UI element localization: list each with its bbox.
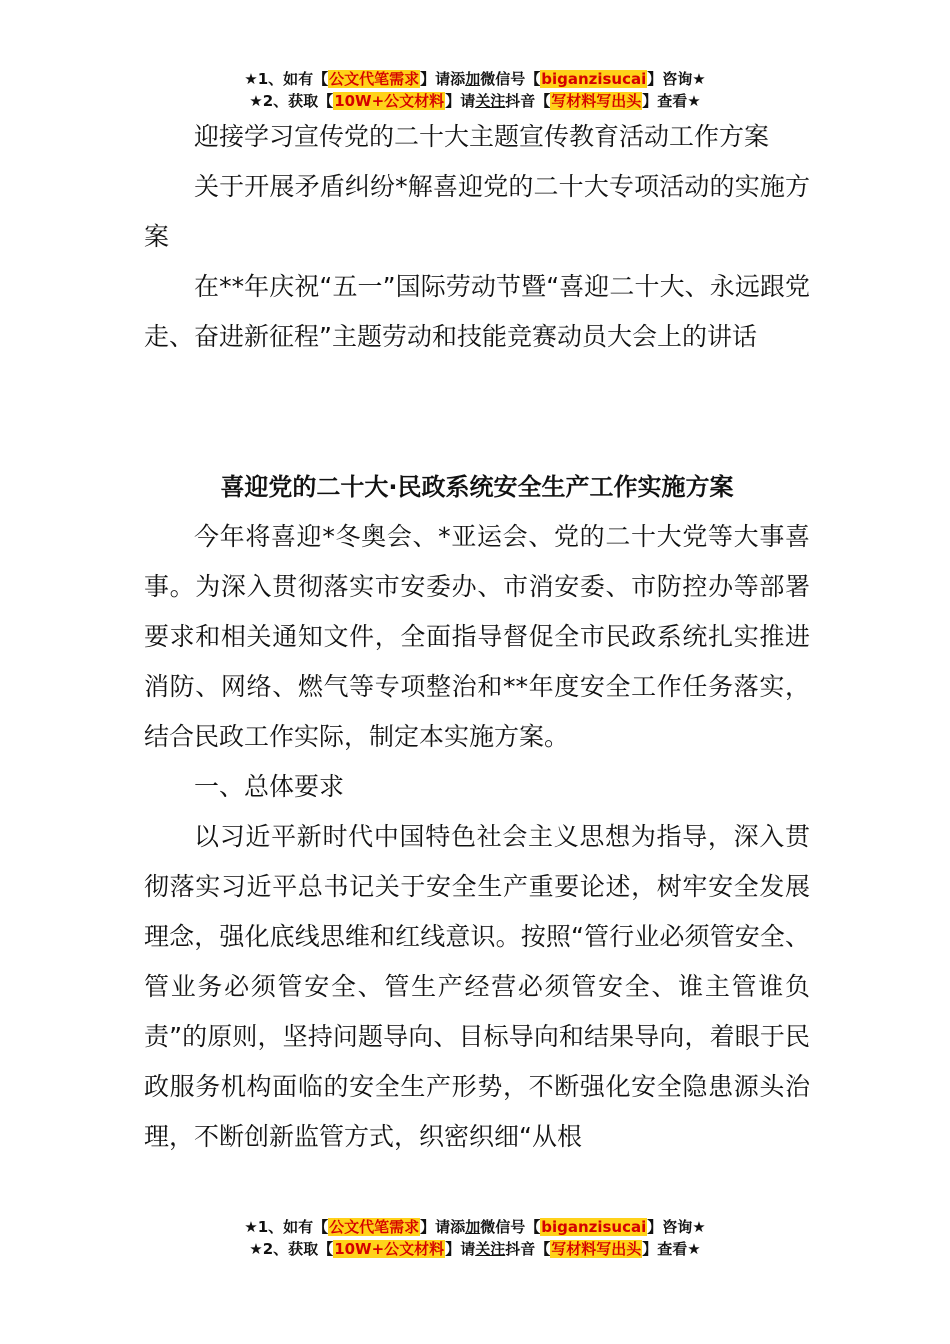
doc-title-2: 关于开展矛盾纠纷*解喜迎党的二十大专项活动的实施方案: [144, 172, 810, 251]
underlined-text: 加: [465, 70, 481, 88]
highlight-text: 10W+公文材料: [334, 92, 445, 110]
underlined-text: 关注: [475, 1240, 506, 1258]
spacer: [144, 362, 810, 462]
doc-title-3: 在**年庆祝“五一”国际劳动节暨“喜迎二十大、永远跟党走、奋进新征程”主题劳动和技能竞赛动员大会上的讲话: [144, 272, 810, 351]
promo-banner-bottom: [0, 1216, 950, 1260]
promo-line-1: ★1、如有【公文代笔需求】请添加微信号【biganzisucai】咨询★: [244, 70, 706, 88]
promo-line-1: ★1、如有【公文代笔需求】请添加微信号【biganzisucai】咨询★: [244, 1218, 706, 1236]
promo-line-2: ★2、获取【10W+公文材料】请关注抖音【写材料写出头】查看★: [249, 1240, 701, 1258]
promo-banner-top: [0, 68, 950, 112]
wechat-id: biganzisucai: [541, 1218, 647, 1236]
section-heading: 喜迎党的二十大·民政系统安全生产工作实施方案: [220, 473, 734, 501]
douyin-account: 写材料写出头: [551, 1240, 642, 1258]
promo-line-2: ★2、获取【10W+公文材料】请关注抖音【写材料写出头】查看★: [249, 92, 701, 110]
underlined-text: 加: [465, 1218, 481, 1236]
underlined-text: 关注: [475, 92, 506, 110]
wechat-id: biganzisucai: [541, 70, 647, 88]
highlight-text: 公文代笔需求: [329, 70, 420, 88]
paragraph-requirements: 以习近平新时代中国特色社会主义思想为指导，深入贯彻落实习近平总书记关于安全生产重要论述，树牢安全发展理念，强化底线思维和红线意识。按照“管行业必须管安全、管业务必须管安全、管生产经营必须管安全、谁主管谁负责”的原则，坚持问题导向、目标导向和结果导向，着眼于民政服务机构面临的安全生产形势，不断强化安全隐患源头治理，不断创新监管方式，织密织细“从根: [144, 822, 810, 1151]
section-title-overall: 一、总体要求: [194, 772, 345, 801]
document-body: [144, 112, 810, 1162]
highlight-text: 公文代笔需求: [329, 1218, 420, 1236]
doc-title-1: 迎接学习宣传党的二十大主题宣传教育活动工作方案: [194, 122, 770, 151]
highlight-text: 10W+公文材料: [334, 1240, 445, 1258]
douyin-account: 写材料写出头: [551, 92, 642, 110]
paragraph-intro: 今年将喜迎*冬奥会、*亚运会、党的二十大党等大事喜事。为深入贯彻落实市安委办、市消安委、市防控办等部署要求和相关通知文件，全面指导督促全市民政系统扎实推进消防、网络、燃气等专项整治和**年度安全工作任务落实，结合民政工作实际，制定本实施方案。: [144, 522, 810, 751]
